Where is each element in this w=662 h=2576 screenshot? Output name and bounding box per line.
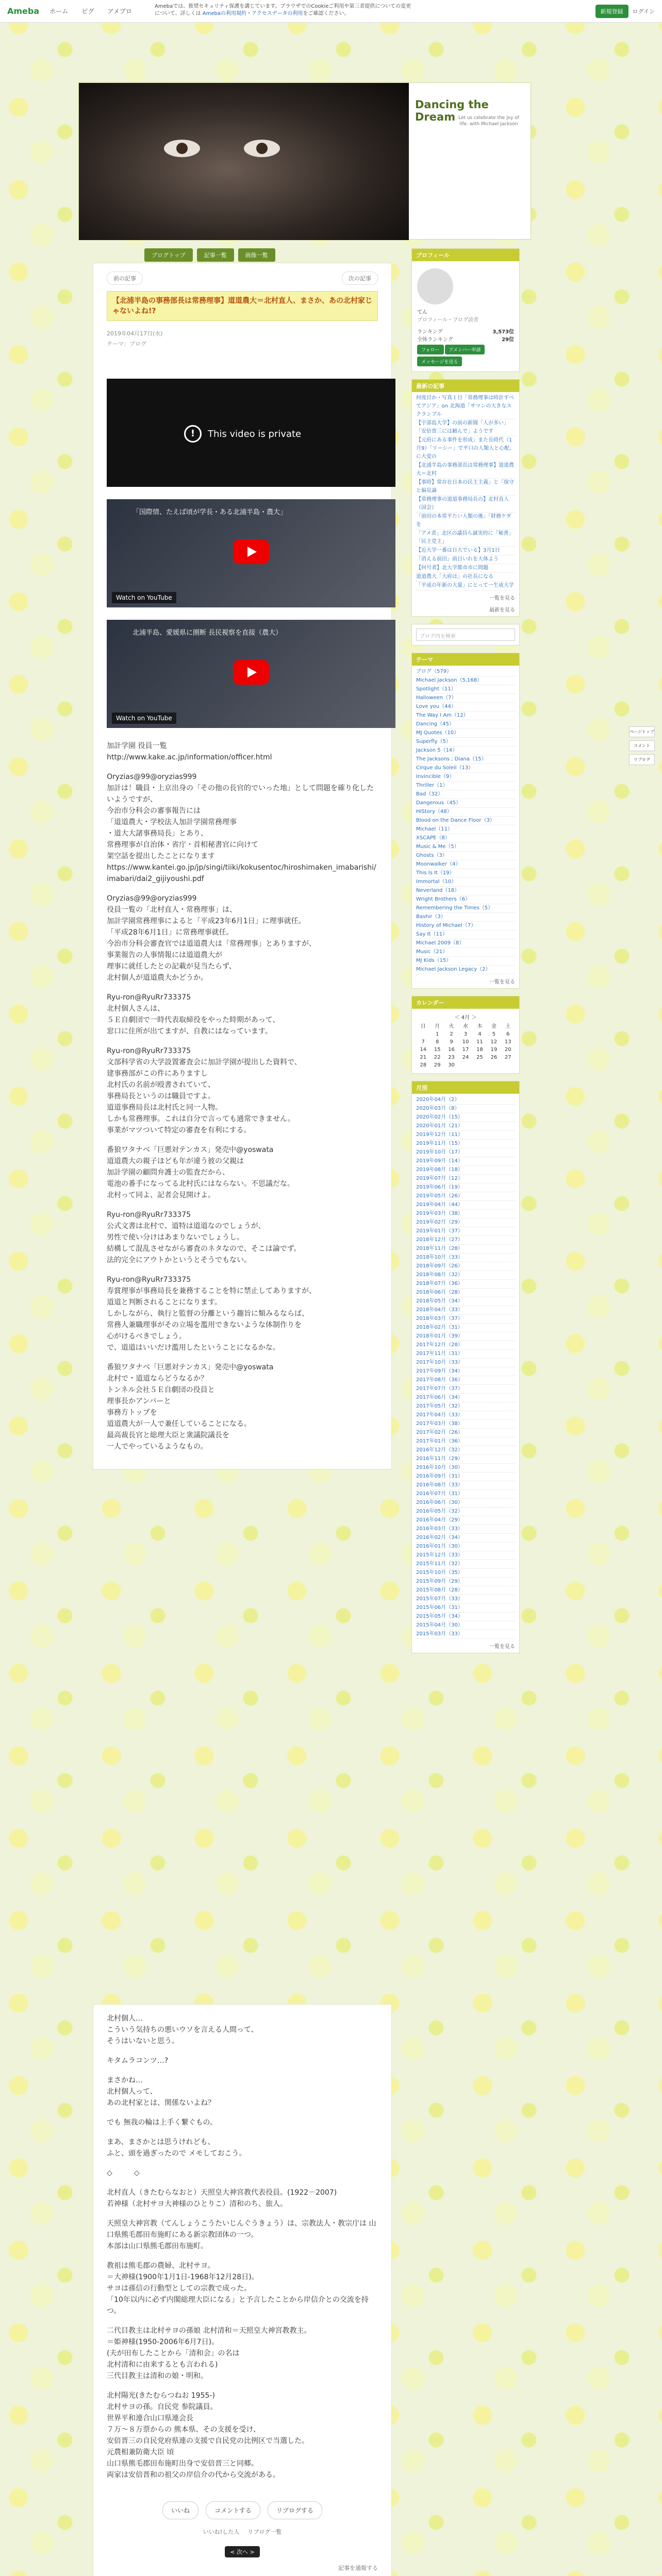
- video-private-text: This video is private: [208, 428, 302, 439]
- archive-link[interactable]: 2015年12月（33）: [416, 1551, 515, 1560]
- calendar-day[interactable]: 30: [448, 1062, 455, 1068]
- calendar-day[interactable]: 4: [478, 1031, 482, 1037]
- calendar-day[interactable]: 10: [462, 1039, 469, 1045]
- theme-link[interactable]: Love you（44）: [416, 703, 515, 711]
- theme-link[interactable]: Bashir（3）: [416, 913, 515, 922]
- entry-pager-bottom: [107, 2546, 378, 2557]
- theme-link[interactable]: Say It（11）: [416, 930, 515, 939]
- archive-link[interactable]: 2016年07月（31）: [416, 1490, 515, 1499]
- nav-pigg[interactable]: ピグ: [81, 8, 94, 15]
- entry-paragraph: Oryzias@99@oryzias999 役員一覧の「北村直人・常務理事」は、 加計学園常務理事によると「平成23年6月1日」に理事就任。 「平成28年6月1日」に常務理事就任。 今治市分科会審査官では道道農大は「常務理事」とありますが、 事業報告の人事情報には道道農大が 理事に就任したとの記載が見当たらず、 北村個人が道道農大かどうか。: [107, 894, 316, 982]
- archive-link[interactable]: 2016年11月（29）: [416, 1455, 515, 1464]
- entry-paragraph: まさかね… 北村個人って、 あの北村家とは、関係ないよね？: [107, 2076, 215, 2107]
- recent-entry-link[interactable]: 道道農大「大府は」の社長になる: [416, 573, 515, 582]
- archive-list: [412, 1094, 519, 1641]
- theme-link[interactable]: ブログ（579）: [416, 668, 515, 676]
- recent-more-link[interactable]: 一覧を見る: [489, 596, 515, 601]
- calendar-weekday: 火: [449, 1024, 454, 1029]
- calendar-day[interactable]: [487, 1061, 501, 1069]
- theme-link[interactable]: Ghosts（3）: [416, 852, 515, 860]
- archive-link[interactable]: 2018年04月（33）: [416, 1306, 515, 1315]
- archive-link[interactable]: 2020年03月（8）: [416, 1105, 515, 1113]
- archive-link[interactable]: 2016年09月（31）: [416, 1472, 515, 1481]
- archive-link[interactable]: 2019年08月（18）: [416, 1166, 515, 1175]
- entry-paragraph: Ryu-ron@RyuRr733375 寿賞理事が事務局長を兼務することを特に禁止してありますが、 道道と判断されることになります。 しかしながら、執行と監督の分離という趣旨に類みるならば、 常務人兼職理事がその立場を濫用できないような体制作りを 心がけるべきでしょう。 で、道道はいいだけ濫用したということになるかな。: [107, 1276, 316, 1352]
- theme-link[interactable]: Remembering the Times（5）: [416, 904, 515, 913]
- reblog-button[interactable]: リブログする: [268, 2501, 322, 2519]
- calendar-weekday: 金: [491, 1024, 496, 1029]
- calendar-day[interactable]: 7: [421, 1039, 425, 1045]
- archive-link[interactable]: 2016年10月（30）: [416, 1464, 515, 1472]
- calendar-day[interactable]: 19: [490, 1047, 498, 1053]
- entry-paragraph: Ryu-ron@RyuRr733375 文部科学省の大学設置審査会に加計学園が提出した資料で、 建事務部がこの件にありますし 北村氏の名前が殴書されていて、 事務局長というのは職員ですよ。 道道事務局長は北村氏と同一人物。 しかも常務理事。これは自分で言っても通常できません。 事業がマツついて特定の審査を有利にする。: [107, 1047, 302, 1134]
- calendar-day[interactable]: [473, 1061, 487, 1069]
- calendar-day[interactable]: 23: [448, 1055, 455, 1060]
- recent-entry-link[interactable]: 「平成の年新の大量」にとって一生成大学: [416, 582, 515, 590]
- amember-button[interactable]: アメンバー申請: [445, 345, 485, 354]
- entry-paragraph: 加計学園 役員一覧 http://www.kake.ac.jp/information/officer.html: [107, 742, 272, 761]
- archive-link[interactable]: 2020年02月（15）: [416, 1113, 515, 1122]
- entry-main: [93, 263, 392, 1469]
- entry-paragraph: 天照皇大神宮教（てんしょうこうたいじんぐうきょう）は、宗教法人・教宗庁は 山口県熊毛郡田布施町にある新宗教団体の一つ。 本部は山口県熊毛郡田布施町。: [107, 2219, 376, 2250]
- archive-link[interactable]: 2017年03月（38）: [416, 1420, 515, 1429]
- theme-link[interactable]: Immortal（10）: [416, 878, 515, 887]
- archive-link[interactable]: 2015年05月（34）: [416, 1613, 515, 1621]
- recent-entry-link[interactable]: 【何号者】北大学都市市に問題: [416, 564, 515, 573]
- theme-link[interactable]: The Way I Am（12）: [416, 711, 515, 720]
- calendar-day[interactable]: 5: [492, 1031, 495, 1037]
- archive-link[interactable]: 2016年08月（33）: [416, 1481, 515, 1490]
- tab-entry-list[interactable]: 記事一覧: [197, 248, 234, 262]
- search-box: [411, 624, 520, 646]
- like-button[interactable]: いいね: [162, 2501, 198, 2519]
- entry-paragraph: 北村個人… こういう気持ちの悪いウソを言える人間って、 そうはいないと思う。: [107, 2014, 258, 2045]
- profile-name[interactable]: てん: [417, 310, 427, 315]
- theme-link[interactable]: Wright Brothers（6）: [416, 895, 515, 904]
- comment-button[interactable]: コメントする: [206, 2501, 260, 2519]
- calendar-weekday: 木: [477, 1024, 483, 1029]
- archive-more-link[interactable]: 一覧を見る: [489, 1644, 515, 1650]
- theme-link[interactable]: Jackson 5（14）: [416, 747, 515, 755]
- topbar: [0, 0, 662, 23]
- archive-link[interactable]: 2018年06月（28）: [416, 1289, 515, 1297]
- profile-sub[interactable]: プロフィール・ブログ読者: [417, 317, 478, 323]
- report-link[interactable]: 記事を通報する: [338, 2565, 378, 2571]
- theme-more-link[interactable]: 一覧を見る: [489, 979, 515, 985]
- terms-link[interactable]: Amebaの利用規約: [202, 11, 247, 16]
- entry-pager-top: [107, 272, 378, 285]
- theme-list: [412, 666, 519, 976]
- entry-paragraph: 教祖は熊毛郡の農婦、北村サヨ。 ＝大神様(1900年1月1日-1968年12月28日)。 サヨは孫信の行動型としての宗教で成った。 「10年以内に必ず内閣総理大臣になる」と予言したことから岸信介との交流を持つ。: [107, 2262, 369, 2315]
- entry-body: [107, 2013, 378, 2481]
- archive-link[interactable]: 2018年08月（32）: [416, 1271, 515, 1280]
- calendar-day[interactable]: 15: [434, 1047, 441, 1053]
- nav-ameblo[interactable]: アメブロ: [107, 8, 132, 15]
- theme-link[interactable]: Invincible（9）: [416, 773, 515, 782]
- nav-home[interactable]: ホーム: [49, 8, 69, 15]
- archive-link[interactable]: 2016年01月（30）: [416, 1543, 515, 1551]
- watch-on-youtube[interactable]: Watch on YouTube: [112, 592, 176, 603]
- calendar-day[interactable]: 29: [434, 1062, 441, 1068]
- archive-link[interactable]: 2016年12月（32）: [416, 1446, 515, 1455]
- entry-paragraph: でも 無我の輪は上手く繋ぐもの。: [107, 2119, 217, 2127]
- archive-link[interactable]: 2018年07月（36）: [416, 1280, 515, 1289]
- follow-button[interactable]: フォロー: [417, 345, 444, 354]
- box-heading: プロフィール: [412, 249, 519, 261]
- recent-entry-link[interactable]: 【事時】常存在日本の民主主義」と「保守と偏見論: [416, 479, 515, 496]
- calendar-day[interactable]: [501, 1061, 515, 1069]
- theme-link[interactable]: Music（21）: [416, 948, 515, 957]
- theme-link[interactable]: Cirque du Soleil（13）: [416, 764, 515, 773]
- entry-theme[interactable]: テーマ：ブログ: [107, 341, 146, 347]
- calendar-day[interactable]: 26: [490, 1055, 498, 1060]
- calendar-day[interactable]: 13: [504, 1039, 511, 1045]
- archive-link[interactable]: 2018年12月（27）: [416, 1236, 515, 1245]
- archive-link[interactable]: 2016年05月（32）: [416, 1507, 515, 1516]
- top-nav: [49, 7, 143, 15]
- calendar-day[interactable]: 21: [420, 1055, 427, 1060]
- recent-entries-box: 最新の記事 何度目か・写真１日「常務理事は時計すべてアジア」on 北海道「サマンの大きなスクランブル 【宇部島大学】の前の新聞「人が多い」「安倍晋三には頼んで」ようです 【元府にある事件を形成」また長時代（1月9）「リーシー」で平口の人類人と心配、に大変の 【北浦半島の事務部長は常務理事】道道農大＝北村 【事時】常存在日本の民主主義」と「保守と偏見論 【常務理事の道道事務局長の】北村直人（国会） 「前田の本常平たい人類の後」「財務ケダを 「アメ者」北区の議員ら誠実的に「秘書」「民主党主」 【近大学一番は日大でいる】3月1日 「消える前田」前日いれを大体よう 【何号者】北大学都市市に問題 道道農大「大府は」の社長になる 「平成の年新の大量」にとって一生成大学 一覧を見る 最新を見る: [411, 379, 520, 617]
- entry-after-links: [107, 2528, 378, 2536]
- archive-link[interactable]: 2019年11月（15）: [416, 1140, 515, 1148]
- calendar-month[interactable]: ＜ 4月 ＞: [454, 1015, 477, 1021]
- calendar-table: [416, 1021, 515, 1069]
- entry-main-continued: [93, 2004, 392, 2576]
- calendar-day[interactable]: 11: [476, 1039, 483, 1045]
- entry-paragraph: Ryu-ron@RyuRr733375 北村個人さんは、 ５Ｅ自劇団で一時代表取締役をやった時期があって、 窓口に住所が出てますが、自教にはなっています。: [107, 993, 280, 1036]
- calendar-day[interactable]: 14: [420, 1047, 427, 1053]
- recent-entry-link[interactable]: 「前田の本常平たい人類の後」「財務ケダを: [416, 513, 515, 530]
- play-icon[interactable]: [233, 539, 269, 564]
- theme-link[interactable]: Halloween（7）: [416, 694, 515, 703]
- theme-link[interactable]: Neverland（18）: [416, 887, 515, 895]
- archive-link[interactable]: 2019年06月（19）: [416, 1183, 515, 1192]
- avatar[interactable]: [417, 268, 453, 304]
- access-data-link[interactable]: アクセスデータの利用: [252, 11, 303, 16]
- theme-link[interactable]: Thriller（1）: [416, 782, 515, 790]
- calendar-day[interactable]: 27: [504, 1055, 511, 1060]
- calendar-day[interactable]: 3: [464, 1031, 468, 1037]
- youtube-embed[interactable]: [107, 620, 395, 728]
- archive-link[interactable]: 2019年12月（11）: [416, 1131, 515, 1140]
- rank-value: 29位: [502, 337, 514, 343]
- archive-link[interactable]: 2015年10月（35）: [416, 1569, 515, 1578]
- archive-link[interactable]: 2015年08月（28）: [416, 1586, 515, 1595]
- message-button[interactable]: メッセージを送る: [417, 357, 462, 366]
- calendar-day[interactable]: 20: [504, 1047, 511, 1053]
- video-title: 北浦半島、愛媛県に圏断 長民視察を直接（農大）: [133, 629, 283, 637]
- archive-link[interactable]: 2019年04月（44）: [416, 1201, 515, 1210]
- theme-link[interactable]: Spotlight（11）: [416, 685, 515, 694]
- archive-link[interactable]: 2015年07月（33）: [416, 1595, 515, 1604]
- page-top-button[interactable]: ページトップ: [629, 726, 655, 737]
- archive-link[interactable]: 2017年07月（37）: [416, 1385, 515, 1394]
- search-input[interactable]: ブログ内を検索: [416, 629, 515, 641]
- entry-body: [107, 740, 378, 1452]
- privacy-notice: Amebaでは、推奨セキュリティ保護を講じています。ブラウザでのCookieご利用や第三者提供についての変更について、詳しくは Amebaの利用規約・アクセスデータの利用をご確認ください。: [155, 4, 411, 16]
- archive-link[interactable]: 2017年04月（33）: [416, 1411, 515, 1420]
- calendar-day[interactable]: [416, 1030, 430, 1038]
- calendar-day[interactable]: 12: [490, 1039, 498, 1045]
- recent-entry-link[interactable]: 【宇部島大学】の前の新聞「人が多い」「安倍晋三には頼んで」ようです: [416, 419, 515, 436]
- archive-link[interactable]: 2019年09月（14）: [416, 1157, 515, 1166]
- archive-link[interactable]: 2018年05月（34）: [416, 1297, 515, 1306]
- calendar-weekday: 日: [420, 1024, 426, 1029]
- entry-paragraph: まあ、まさかとは思うけれども、 ふと、頭を過ぎったので メモしておこう。: [107, 2138, 246, 2158]
- calendar-day[interactable]: 25: [476, 1055, 483, 1060]
- calendar-day[interactable]: 17: [462, 1047, 469, 1053]
- theme-link[interactable]: Blood on the Dance Floor（3）: [416, 817, 515, 825]
- entry-paragraph: 北村陽光(きたむらつねお 1955-) 北村サヨの孫。自民党 参院議員。 世界平和連合山口県連会長 ７万～８万票からの 熊本県、その支援を受け、 安倍晋三の自民党府県連の支援で自民党の比例区で当選した。 元農相兼防衛大臣 頃 山口県熊毛郡田布施町出身で安倍晋三と同郷。 両家は安倍晋和の祖父の岸信介の代から交流がある。: [107, 2392, 309, 2479]
- recent-entry-link[interactable]: 「消える前田」前日いれを大体よう: [416, 555, 515, 564]
- calendar-day[interactable]: 9: [450, 1039, 453, 1045]
- theme-box: テーマ ブログ（579） Michael Jackson（5,168） Spotlight（11） Halloween（7） Love you（44） The Way I Am（12） Dancing（45） MJ Quotes（10） Superfly（5） Jackson 5（14） The Jacksons ; Diana（15） Cirque du Soleil（13） Invincible（9） Thriller（1） Bad（32） Dangerous（45） HIStory（48） Blood on the Dance Floor（3） Michael（11） XSCAPE（8） Music & Me（5） Ghosts（3） Moonwalker（4） This Is It（19） Immortal（10） Neverland（18） Wright Brothers（6） Remembering the Times（5） Bashir（3） History of Michael（7） Say It（11） Michael 2009（8） Music（21） MJ Kids（15） Michael Jackson Legacy（2） 一覧を見る: [411, 653, 520, 989]
- calendar-day[interactable]: 8: [435, 1039, 439, 1045]
- theme-link[interactable]: Music & Me（5）: [416, 843, 515, 852]
- calendar-weekday: 土: [505, 1024, 511, 1029]
- archive-link[interactable]: 2017年12月（28）: [416, 1341, 515, 1350]
- theme-link[interactable]: Bad（32）: [416, 790, 515, 799]
- rank-value: 3,573位: [492, 329, 514, 335]
- entry-title[interactable]: 【北浦半島の事務部長は常務理事】道道農大＝北村直人、まさか、あの北村家じゃないよね!?: [107, 291, 378, 321]
- prev-entry-link[interactable]: 前の記事: [107, 272, 143, 285]
- recent-entry-link[interactable]: 「アメ者」北区の議員ら誠実的に「秘書」「民主党主」: [416, 530, 515, 547]
- video-title: 「国際情、たえば頃が学長・ある北浦半島・農大」: [133, 509, 287, 516]
- entry-paragraph: キタムラコンツ…?: [107, 2057, 169, 2065]
- archive-link[interactable]: 2019年07月（12）: [416, 1175, 515, 1183]
- recent-latest-link[interactable]: 最新を見る: [489, 607, 515, 613]
- archive-link[interactable]: 2018年11月（28）: [416, 1245, 515, 1253]
- archive-link[interactable]: 2016年03月（33）: [416, 1525, 515, 1534]
- signup-button[interactable]: 新規登録: [595, 5, 628, 18]
- archive-link[interactable]: 2017年10月（33）: [416, 1359, 515, 1367]
- calendar-box: カレンダー ＜ 4月 ＞ 日 月 火 水 木 金 土 1 2 3 4 5 6 7 8 9 10 11 12 13 14 15 16 17 18 19 20 21 22 23 24 25 26 27 28 29 30: [411, 996, 520, 1074]
- private-video-embed[interactable]: [107, 379, 395, 487]
- archive-link[interactable]: 2019年01月（37）: [416, 1227, 515, 1236]
- archive-link[interactable]: 2018年02月（31）: [416, 1324, 515, 1332]
- calendar-weekday: 水: [462, 1024, 468, 1029]
- theme-link[interactable]: Michael（11）: [416, 825, 515, 834]
- alert-icon: !: [184, 425, 202, 443]
- theme-link[interactable]: MJ Quotes（10）: [416, 729, 515, 738]
- archive-link[interactable]: 2016年02月（34）: [416, 1534, 515, 1543]
- theme-link[interactable]: This Is It（19）: [416, 869, 515, 878]
- header-image: [79, 83, 409, 240]
- calendar-day[interactable]: 22: [434, 1055, 441, 1060]
- archive-box: 月別 2020年04月（2） 2020年03月（8） 2020年02月（15） 2020年01月（21） 2019年12月（11） 2019年11月（15） 2019年10月（17） 2019年09月（14） 2019年08月（18） 2019年07月（12） 2019年06月（19） 2019年05月（26） 2019年04月（44） 2019年03月（38） 2019年02月（29） 2019年01月（37） 2018年12月（27） 2018年11月（28） 2018年10月（33） 2018年09月（26） 2018年08月（32） 2018年07月（36） 2018年06月（28） 2018年05月（34） 2018年04月（33） 2018年03月（37） 2018年02月（31） 2018年01月（39） 2017年12月（28） 2017年11月（31） 2017年10月（33） 2017年09月（34） 2017年08月（36） 2017年07月（37） 2017年06月（34） 2017年05月（32） 2017年04月（33） 2017年03月（38） 2017年02月（26） 2017年01月（36） 2016年12月（32） 2016年11月（29） 2016年10月（30） 2016年09月（31） 2016年08月（33） 2016年07月（31） 2016年06月（30） 2016年05月（32） 2016年04月（29） 2016年03月（33） 2016年02月（34） 2016年01月（30） 2015年12月（33） 2015年11月（32） 2015年10月（35） 2015年09月（29） 2015年08月（28） 2015年07月（33） 2015年06月（31） 2015年05月（34） 2015年04月（30） 2015年03月（33） 一覧を見る: [411, 1081, 520, 1653]
- sidebar: [411, 248, 520, 1660]
- entry-paragraph: ◇ ◇: [107, 2169, 140, 2177]
- login-link[interactable]: ログイン: [632, 8, 655, 15]
- archive-link[interactable]: 2015年06月（31）: [416, 1604, 515, 1613]
- recent-entry-link[interactable]: 【北浦半島の事務部長は常務理事】道道農大＝北村: [416, 462, 515, 479]
- archive-link[interactable]: 2019年05月（26）: [416, 1192, 515, 1201]
- liked-users-link[interactable]: いいね!した人: [203, 2529, 240, 2535]
- theme-link[interactable]: Michael Jackson Legacy（2）: [416, 965, 515, 974]
- youtube-embed[interactable]: [107, 499, 395, 607]
- theme-link[interactable]: Superfly（5）: [416, 738, 515, 747]
- recent-entry-link[interactable]: 【常務理事の道道事務局長の】北村直人（国会）: [416, 496, 515, 513]
- blog-subnav: [144, 248, 275, 262]
- archive-link[interactable]: 2020年04月（2）: [416, 1096, 515, 1105]
- archive-link[interactable]: 2019年03月（38）: [416, 1210, 515, 1218]
- entry-paragraph: Oryzias@99@oryzias999 加計は！職員・上京出身の「その他の長官的でいった地」として問題を確り化したいようですが、 今治市分科会の審事報告には 「道道農大・学校法人加計学園常務理事 ・道大大諸事務局長」とあり、 常務理事が自治体・省庁・首相秘書官に向けて 架空話を提出したことになります https://www.kantei.go.jp/jp/singi/tiiki/kokusentoc/hiroshimaken_imabarishi/imabari/dai2_gijiyoushi.pdf: [107, 773, 376, 883]
- archive-link[interactable]: 2017年11月（31）: [416, 1350, 515, 1359]
- archive-link[interactable]: 2015年11月（32）: [416, 1560, 515, 1569]
- blog-header[interactable]: [78, 82, 531, 240]
- watch-on-youtube[interactable]: Watch on YouTube: [112, 713, 176, 724]
- next-entry-link[interactable]: 次の記事: [342, 272, 378, 285]
- archive-link[interactable]: 2017年01月（36）: [416, 1437, 515, 1446]
- recent-entry-link[interactable]: 何度目か・写真１日「常務理事は時計すべてアジア」on 北海道「サマンの大きなスクランブル: [416, 394, 515, 419]
- calendar-day[interactable]: 28: [420, 1062, 427, 1068]
- theme-link[interactable]: Michael Jackson（5,168）: [416, 676, 515, 685]
- ameba-logo[interactable]: Ameba: [7, 6, 40, 16]
- floating-comment-button[interactable]: コメント: [629, 740, 655, 751]
- blog-title[interactable]: Dancing the Dream: [415, 98, 489, 123]
- archive-link[interactable]: 2017年02月（26）: [416, 1429, 515, 1437]
- reblog-list-link[interactable]: リブログ一覧: [247, 2529, 282, 2535]
- archive-link[interactable]: 2018年10月（33）: [416, 1253, 515, 1262]
- recent-entry-link[interactable]: 【元府にある事件を形成」また長時代（1月9）「リーシー」で平口の人類人と心配、に大変の: [416, 436, 515, 462]
- archive-link[interactable]: 2018年01月（39）: [416, 1332, 515, 1341]
- blog-subtitle: Let us celebrate the joy of life. with Michael Jackson: [458, 115, 519, 127]
- theme-link[interactable]: Moonwalker（4）: [416, 860, 515, 869]
- archive-link[interactable]: 2016年04月（29）: [416, 1516, 515, 1525]
- blog-wrapper: [78, 82, 531, 2576]
- entry-paragraph: 番狼ワタナベ「巨悪対テンカス」発売中@yoswata 道道農大の親子ほども年が違う彼の父親は 加計学園の顧問弁護士の監査だから、 電池の番手になってる北村氏にはならない。不思議だな。 北村って同よ、記者会見開けよ。: [107, 1146, 294, 1199]
- eye-graphic: [244, 140, 280, 157]
- recent-list: [412, 392, 519, 592]
- theme-link[interactable]: XSCAPE（8）: [416, 834, 515, 843]
- entry-paragraph: 番狼ワタナベ「巨悪対テンカス」発売中@yoswata 北村で・道道ならどうなるか？ トンネル会社５Ｅ自劇団の役員と 理事長かアンバーと 事務方トップを 道道農大が一人で兼任していることになる。 最高裁長官と総理大臣と衆議院議長を 一人でやっているようなもの。: [107, 1363, 274, 1451]
- tab-image-list[interactable]: 画像一覧: [238, 248, 275, 262]
- theme-link[interactable]: Dangerous（45）: [416, 799, 515, 808]
- recent-entry-link[interactable]: 【近大学一番は日大でいる】3月1日: [416, 547, 515, 555]
- theme-link[interactable]: MJ Kids（15）: [416, 957, 515, 965]
- calendar-day[interactable]: 1: [435, 1031, 439, 1037]
- entry-paragraph: 二代目教主は北村サヨの孫娘 北村清和＝天照皇大神宮教教主。 ＝姫神様(1950-2006年6月7日)。 (夫が田布したことから「清和会」の名は 北村清和に由来するとも言われる) 三代目教主は清和の娘・明和。: [107, 2327, 311, 2380]
- floating-reblog-button[interactable]: リブログ: [629, 754, 655, 765]
- theme-link[interactable]: The Jacksons ; Diana（15）: [416, 755, 515, 764]
- auth-area: [595, 5, 655, 18]
- calendar-day[interactable]: 24: [462, 1055, 469, 1060]
- profile-box: プロフィール てん プロフィール・ブログ読者 ランキング 3,573位 全体ランキング 29位 フォロー アメンバー申請メッセージを送る: [411, 248, 520, 372]
- theme-link[interactable]: Michael 2009（8）: [416, 939, 515, 948]
- calendar-day[interactable]: [458, 1061, 472, 1069]
- next-page-button[interactable]: < 次へ >: [225, 2546, 259, 2557]
- archive-link[interactable]: 2018年09月（26）: [416, 1262, 515, 1271]
- theme-link[interactable]: Dancing（45）: [416, 720, 515, 729]
- eye-graphic: [164, 140, 200, 157]
- archive-link[interactable]: 2017年09月（34）: [416, 1367, 515, 1376]
- calendar-day[interactable]: 18: [476, 1047, 483, 1053]
- entry-paragraph: Ryu-ron@RyuRr733375 公式文書は北村で、道特は道道なのでしょうが、 男性で使い分けはあまりないでしょうし。 結構して混乱させながら審査のネタなので、そこは論でず。 法的完全にアウトかというとそうでもない。: [107, 1211, 301, 1264]
- play-icon[interactable]: [233, 660, 269, 685]
- archive-link[interactable]: 2016年06月（30）: [416, 1499, 515, 1507]
- calendar-weekday: 月: [435, 1024, 440, 1029]
- theme-link[interactable]: HIStory（48）: [416, 808, 515, 817]
- theme-link[interactable]: History of Michael（7）: [416, 922, 515, 930]
- archive-link[interactable]: 2017年05月（32）: [416, 1402, 515, 1411]
- entry-date: 2019年04月17日(水): [107, 330, 163, 337]
- archive-link[interactable]: 2017年08月（36）: [416, 1376, 515, 1385]
- floating-tools: [629, 726, 655, 765]
- archive-link[interactable]: 2015年09月（29）: [416, 1578, 515, 1586]
- calendar-day[interactable]: 6: [506, 1031, 510, 1037]
- entry-actions: [107, 2501, 378, 2519]
- archive-link[interactable]: 2020年01月（21）: [416, 1122, 515, 1131]
- tab-blog-top[interactable]: ブログトップ: [144, 248, 193, 262]
- archive-link[interactable]: 2019年10月（17）: [416, 1148, 515, 1157]
- calendar-day[interactable]: 16: [448, 1047, 455, 1053]
- archive-link[interactable]: 2017年06月（34）: [416, 1394, 515, 1402]
- calendar-day[interactable]: 2: [450, 1031, 453, 1037]
- archive-link[interactable]: 2015年04月（30）: [416, 1621, 515, 1630]
- archive-link[interactable]: 2018年03月（37）: [416, 1315, 515, 1324]
- entry-paragraph: 北村直人（きたむらなおと）天照皇大神宮教代表役員。(1922－2007) 若神様（北村サヨ大神様のひとりこ）清和のち、旅人。: [107, 2189, 337, 2208]
- archive-link[interactable]: 2015年03月（33）: [416, 1630, 515, 1639]
- archive-link[interactable]: 2019年02月（29）: [416, 1218, 515, 1227]
